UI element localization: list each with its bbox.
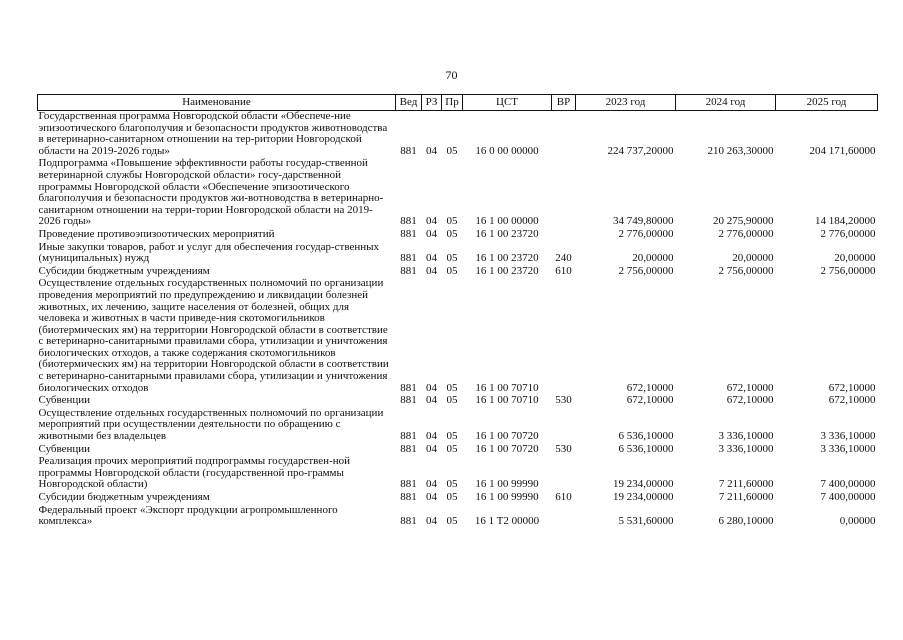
row-2025: 14 184,20000 [815, 215, 876, 228]
row-ved: 881 [400, 264, 417, 277]
row-cst: 16 1 00 70710 [475, 394, 539, 407]
row-rz: 04 [426, 144, 437, 157]
header-cst: ЦСТ [463, 95, 552, 111]
header-rz: РЗ [422, 95, 442, 111]
row-2025: 204 171,60000 [809, 144, 876, 157]
row-2024: 20 275,90000 [713, 215, 774, 228]
row-cst: 16 1 00 23720 [475, 264, 539, 277]
row-pr: 05 [446, 252, 458, 265]
row-2024: 210 263,30000 [707, 144, 774, 157]
row-2024: 2 756,00000 [718, 264, 774, 277]
table-row [38, 158, 878, 229]
row-2023: 19 234,00000 [613, 478, 674, 491]
row-2023: 6 536,10000 [618, 442, 674, 455]
row-rz: 04 [426, 515, 437, 528]
row-name: Реализация прочих мероприятий подпрограммы государствен-ной программы Новгородской области (государственной про-граммы Новгородской области) [38, 455, 351, 491]
row-rz: 04 [426, 252, 437, 265]
row-vr [552, 456, 576, 492]
row-ved: 881 [400, 144, 417, 157]
row-name: Федеральный проект «Экспорт продукции агропромышленного комплекса» [38, 503, 338, 528]
header-2025: 2025 год [776, 95, 878, 111]
row-ved: 881 [400, 491, 417, 503]
row-name: Государственная программа Новгородской области «Обеспече-ние эпизоотического благополучия и безопасности продуктов животноводства в ветеринарно-санитарном отношении на тер-ритории Новгородской области на 2019-2026 годы» [38, 110, 388, 157]
row-2025: 7 400,00000 [820, 491, 876, 503]
budget-table [37, 94, 878, 529]
row-vr [552, 158, 576, 229]
row-2025: 3 336,10000 [820, 442, 876, 455]
row-name: Субсидии бюджетным учреждениям [38, 264, 210, 277]
row-name: Субвенции [38, 394, 91, 407]
row-cst: 16 0 00 00000 [475, 144, 539, 157]
row-name: Иные закупки товаров, работ и услуг для обеспечения государ-ственных (муниципальных) нужд [38, 240, 380, 265]
row-vr [552, 111, 576, 159]
row-vr [552, 505, 576, 529]
row-name: Осуществление отдельных государственных полномочий по организации мероприятий при осуществлении деятельности по обращению с животными без владельцев [38, 406, 384, 443]
row-cst: 16 1 00 23720 [475, 252, 539, 265]
row-2023: 6 536,10000 [618, 430, 674, 443]
row-2023: 19 234,00000 [613, 491, 674, 503]
row-2024: 6 280,10000 [718, 515, 774, 528]
table-row [38, 505, 878, 529]
table-row [38, 456, 878, 492]
row-pr: 05 [446, 430, 458, 443]
row-ved: 881 [400, 430, 417, 443]
row-2025: 0,00000 [839, 515, 876, 528]
row-name: Субсидии бюджетным учреждениям [38, 491, 210, 503]
row-pr: 05 [446, 381, 458, 394]
row-vr: 240 [555, 252, 572, 265]
row-2025: 20,00000 [834, 252, 876, 265]
row-rz: 04 [426, 430, 437, 443]
row-cst: 16 1 00 70720 [475, 442, 539, 455]
row-ved: 881 [400, 227, 417, 240]
row-vr: 530 [555, 394, 572, 407]
row-vr: 610 [555, 264, 572, 277]
row-cst: 16 1 00 23720 [475, 227, 539, 240]
table-row [38, 278, 878, 395]
row-2024: 672,10000 [726, 394, 774, 407]
row-2025: 3 336,10000 [820, 430, 876, 443]
row-pr: 05 [446, 144, 458, 157]
row-2025: 2 776,00000 [820, 227, 876, 240]
table-row [38, 242, 878, 266]
row-cst: 16 1 00 00000 [475, 215, 539, 228]
row-name: Субвенции [38, 442, 91, 455]
row-2023: 2 776,00000 [618, 227, 674, 240]
row-2023: 224 737,20000 [607, 144, 674, 157]
row-cst: 16 1 00 99990 [475, 491, 539, 503]
row-2024: 20,00000 [732, 252, 774, 265]
row-name: Подпрограмма «Повышение эффективности работы государ-ственной ветеринарной службы Новгородской области» госу-дарственной программы Новгородской области «Обеспечение эпизоотического благополучия и безопасности продуктов жи-вотноводства в ветеринарно-санитарном отношении на терри-тории Новгородской области на 2019-2026 годы» [38, 157, 384, 228]
row-ved: 881 [400, 442, 417, 455]
row-vr: 530 [555, 442, 572, 455]
row-ved: 881 [400, 215, 417, 228]
row-2025: 672,10000 [828, 381, 876, 394]
row-vr [552, 278, 576, 395]
row-pr: 05 [446, 215, 458, 228]
row-2023: 34 749,80000 [613, 215, 674, 228]
row-pr: 05 [446, 491, 458, 503]
row-pr: 05 [446, 478, 458, 491]
row-pr: 05 [446, 442, 458, 455]
row-2025: 672,10000 [828, 394, 876, 407]
row-rz: 04 [426, 442, 437, 455]
table-row [38, 408, 878, 444]
row-2023: 2 756,00000 [618, 264, 674, 277]
table-row [38, 229, 878, 242]
row-rz: 04 [426, 478, 437, 491]
row-vr [552, 408, 576, 444]
header-pr: Пр [442, 95, 463, 111]
row-2024: 672,10000 [726, 381, 774, 394]
row-rz: 04 [426, 394, 437, 407]
page-number: 70 [445, 68, 458, 82]
row-2023: 672,10000 [626, 381, 674, 394]
row-2024: 7 211,60000 [718, 478, 774, 491]
row-2024: 3 336,10000 [718, 442, 774, 455]
row-2023: 20,00000 [632, 252, 674, 265]
row-rz: 04 [426, 215, 437, 228]
row-rz: 04 [426, 264, 437, 277]
row-rz: 04 [426, 227, 437, 240]
header-vr: ВР [552, 95, 576, 111]
table-row [38, 395, 878, 408]
row-name: Проведение противоэпизоотических мероприятий [38, 227, 275, 240]
table-row [38, 492, 878, 505]
header-ved: Вед [396, 95, 422, 111]
row-2024: 3 336,10000 [718, 430, 774, 443]
table-row [38, 111, 878, 159]
row-pr: 05 [446, 515, 458, 528]
row-vr [552, 229, 576, 242]
row-2024: 7 211,60000 [718, 491, 774, 503]
row-pr: 05 [446, 264, 458, 277]
row-name: Осуществление отдельных государственных полномочий по организации проведения мероприятий по предупреждению и ликвидации болезней животных, их лечению, защите населения от болезней, общих для человека и животных в части приведе-ния скотомогильников (биотермических ям) на территории Новгородской области в соответствие с ветеринарно-санитарными правилами сбора, утилизации и уничтожения биологических отходов, а также содержания скотомогильников (биотермических ям) на территории Новгородской области в соответствии с ветеринарно-санитарными правилами сбора, утилизации и уничтожения биологических отходов [38, 277, 389, 394]
row-rz: 04 [426, 491, 437, 503]
row-2025: 7 400,00000 [820, 478, 876, 491]
row-pr: 05 [446, 227, 458, 240]
row-2023: 5 531,60000 [618, 515, 674, 528]
header-2024: 2024 год [676, 95, 776, 111]
row-ved: 881 [400, 478, 417, 491]
row-cst: 16 1 00 70720 [475, 430, 539, 443]
row-2025: 2 756,00000 [820, 264, 876, 277]
row-ved: 881 [400, 394, 417, 407]
header-name: Наименование [38, 95, 396, 111]
row-ved: 881 [400, 252, 417, 265]
row-cst: 16 1 00 99990 [475, 478, 539, 491]
row-2024: 2 776,00000 [718, 227, 774, 240]
row-cst: 16 1 00 70710 [475, 381, 539, 394]
row-pr: 05 [446, 394, 458, 407]
row-rz: 04 [426, 381, 437, 394]
row-ved: 881 [400, 515, 417, 528]
header-2023: 2023 год [576, 95, 676, 111]
row-cst: 16 1 T2 00000 [474, 515, 540, 528]
row-ved: 881 [400, 381, 417, 394]
row-2023: 672,10000 [626, 394, 674, 407]
header-row [38, 95, 878, 111]
row-vr: 610 [555, 491, 572, 503]
